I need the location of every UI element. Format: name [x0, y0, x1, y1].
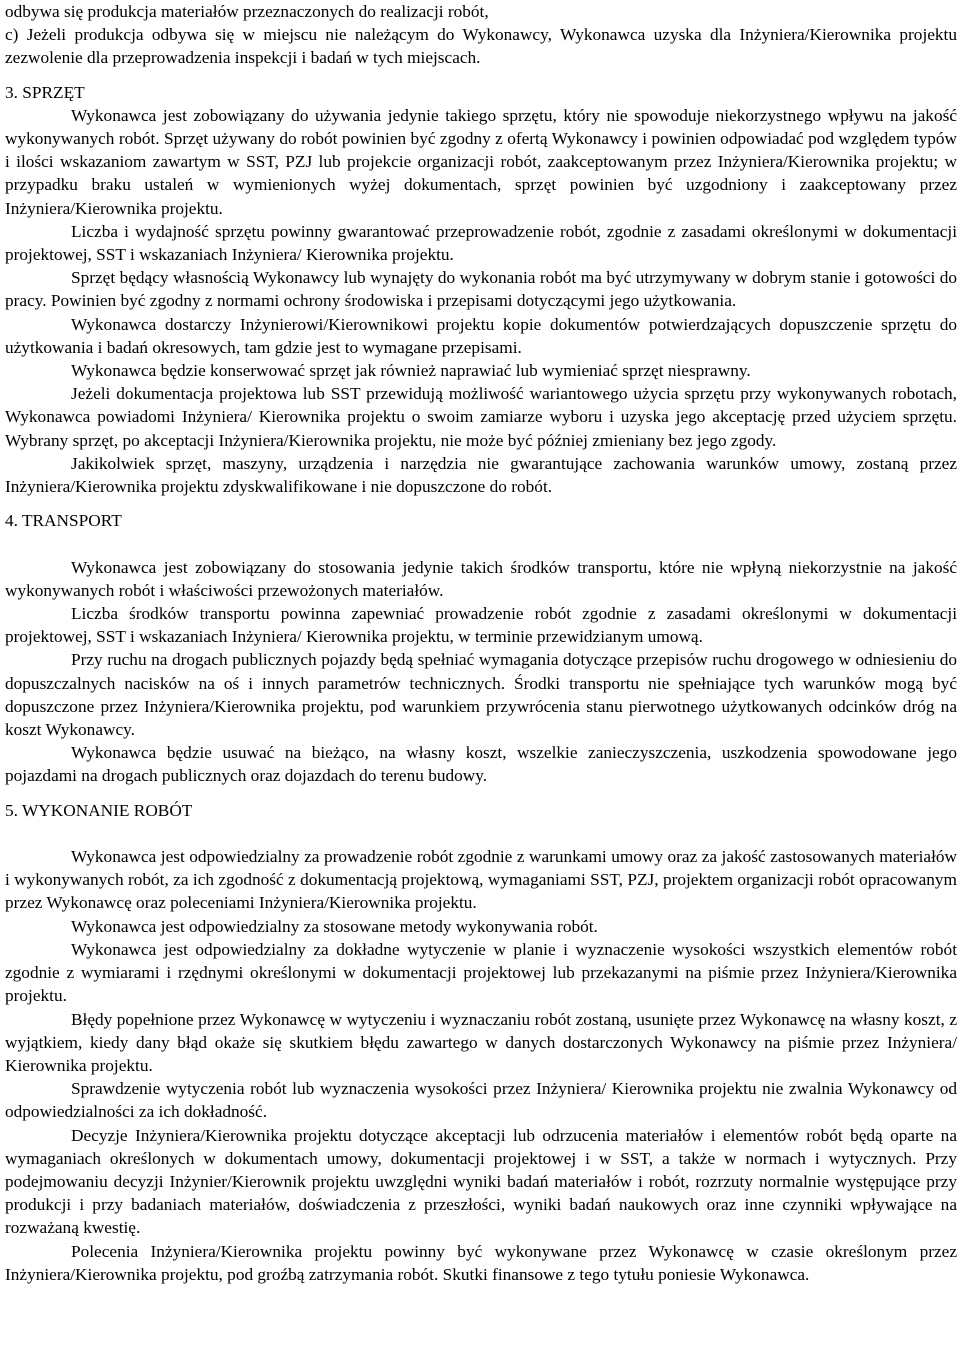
section-4-paragraph: Przy ruchu na drogach publicznych pojazdy będą spełniać wymagania dotyczące przepisów ruchu drogowego w odniesieniu do dopuszczalnych nacisków na oś i innych parametrów technicznych. Środki transportu nie spełniające tych warunków mogą być dopuszczone przez Inżyniera/Kierownika projektu, pod warunkiem przywrócenia stanu pierwotnego użytkowanych odcinków dróg na koszt Wykonawcy.	[5, 650, 957, 740]
section-4-paragraph: Wykonawca jest zobowiązany do stosowania jedynie takich środków transportu, które nie wpłyną niekorzystnie na jakość wykonywanych robót i właściwości przewożonych materiałów.	[5, 557, 957, 600]
section-5-paragraph: Wykonawca jest odpowiedzialny za prowadzenie robót zgodnie z warunkami umowy oraz za jakość zastosowanych materiałów i wykonywanych robót, za ich zgodność z dokumentacją projektową, wymaganiami SST, PZJ, projektem organizacji robót opracowanym przez Wykonawcę oraz poleceniami Inżyniera/Kierownika projektu.	[5, 847, 957, 913]
section-3-paragraph: Wykonawca dostarczy Inżynierowi/Kierownikowi projektu kopie dokumentów potwierdzających dopuszczenie sprzętu do użytkowania i badań okresowych, tam gdzie jest to wymagane przepisami.	[5, 314, 957, 357]
section-4-paragraph: Liczba środków transportu powinna zapewniać prowadzenie robót zgodnie z zasadami określonymi w dokumentacji projektowej, SST i wskazaniach Inżyniera/ Kierownika projektu, w terminie przewidzianym umową.	[5, 604, 957, 647]
spacer	[5, 498, 957, 509]
spacer	[5, 788, 957, 799]
section-4-heading: 4. TRANSPORT	[5, 511, 122, 531]
intro-paragraph-c: c) Jeżeli produkcja odbywa się w miejscu nie należącym do Wykonawcy, Wykonawca uzyska dla Inżyniera/Kierownika projektu zezwolenie dla przeprowadzenia inspekcji i badań w tych miejscach.	[5, 25, 957, 68]
document-page	[5, 0, 957, 1286]
section-5-paragraph: Błędy popełnione przez Wykonawcę w wytyczeniu i wyznaczaniu robót zostaną, usunięte przez Wykonawcę na własny koszt, z wyjątkiem, kiedy dany błąd okaże się skutkiem błędu zawartego w danych dostarczonych Wykonawcy na piśmie przez Inżyniera/ Kierownika projektu.	[5, 1009, 957, 1075]
section-3-heading: 3. SPRZĘT	[5, 82, 85, 102]
section-3-paragraph: Wykonawca jest zobowiązany do używania jedynie takiego sprzętu, który nie spowoduje niekorzystnego wpływu na jakość wykonywanych robót. Sprzęt używany do robót powinien być zgodny z ofertą Wykonawcy i powinien odpowiadać pod względem typów i ilości wskazaniom zawartym w SST, PZJ lub projekcie organizacji robót, zaakceptowanym przez Inżyniera/Kierownika projektu; w przypadku braku ustaleń w wymienionych wyżej dokumentach, sprzęt powinien być uzgodniony i zaakceptowany przez Inżyniera/Kierownika projektu.	[5, 105, 957, 218]
spacer	[5, 822, 957, 845]
section-5-paragraph: Wykonawca jest odpowiedzialny za stosowane metody wykonywania robót.	[71, 916, 598, 936]
section-3-paragraph: Jeżeli dokumentacja projektowa lub SST przewidują możliwość wariantowego użycia sprzętu przy wykonywanych robotach, Wykonawca powiadomi Inżyniera/ Kierownika projektu o swoim zamiarze wyboru i uzyska jego akceptację przed użyciem sprzętu. Wybrany sprzęt, po akceptacji Inżyniera/Kierownika projektu, nie może być później zmieniany bez jego zgody.	[5, 384, 957, 450]
section-4-paragraph: Wykonawca będzie usuwać na bieżąco, na własny koszt, wszelkie zanieczyszczenia, uszkodzenia spowodowane jego pojazdami na drogach publicznych oraz dojazdach do terenu budowy.	[5, 743, 957, 786]
section-3-paragraph: Liczba i wydajność sprzętu powinny gwarantować przeprowadzenie robót, zgodnie z zasadami określonymi w dokumentacji projektowej, SST i wskazaniach Inżyniera/ Kierownika projektu.	[5, 221, 957, 265]
intro-line: odbywa się produkcja materiałów przeznaczonych do realizacji robót,	[5, 2, 489, 21]
spacer	[5, 532, 957, 555]
section-5-paragraph: Decyzje Inżyniera/Kierownika projektu dotyczące akceptacji lub odrzucenia materiałów i elementów robót będą oparte na wymaganiach określonych w dokumentach umowy, dokumentacji projektowej i w SST, a także w normach i wytycznych. Przy podejmowaniu decyzji Inżynier/Kierownik projektu uwzględni wyniki badań materiałów i robót, rozrzuty normalnie występujące przy produkcji i przy badaniach materiałów, doświadczenia z przeszłości, wyniki badań naukowych oraz inne czynniki wpływające na rozważaną kwestię.	[5, 1125, 957, 1238]
section-5-paragraph: Sprawdzenie wytyczenia robót lub wyznaczenia wysokości przez Inżyniera/ Kierownika projektu nie zwalnia Wykonawcy od odpowiedzialności za ich dokładność.	[5, 1079, 957, 1122]
section-5-paragraph: Polecenia Inżyniera/Kierownika projektu powinny być wykonywane przez Wykonawcę w czasie określonym przez Inżyniera/Kierownika projektu, pod groźbą zatrzymania robót. Skutki finansowe z tego tytułu poniesie Wykonawca.	[5, 1241, 957, 1284]
spacer	[5, 70, 957, 81]
section-3-paragraph: Jakikolwiek sprzęt, maszyny, urządzenia i narzędzia nie gwarantujące zachowania warunków umowy, zostaną przez Inżyniera/Kierownika projektu zdyskwalifikowane i nie dopuszczone do robót.	[5, 453, 957, 497]
section-3-paragraph: Wykonawca będzie konserwować sprzęt jak również naprawiać lub wymieniać sprzęt niesprawny.	[71, 361, 751, 381]
section-3-paragraph: Sprzęt będący własnością Wykonawcy lub wynajęty do wykonania robót ma być utrzymywany w dobrym stanie i gotowości do pracy. Powinien być zgodny z normami ochrony środowiska i przepisami dotyczącymi jego użytkowania.	[5, 268, 957, 311]
section-5-heading: 5. WYKONANIE ROBÓT	[5, 800, 193, 820]
section-5-paragraph: Wykonawca jest odpowiedzialny za dokładne wytyczenie w planie i wyznaczenie wysokości wszystkich elementów robót zgodnie z wymiarami i rzędnymi określonymi w dokumentacji projektowej lub przekazanymi na piśmie przez Inżyniera/Kierownika projektu.	[5, 939, 957, 1006]
